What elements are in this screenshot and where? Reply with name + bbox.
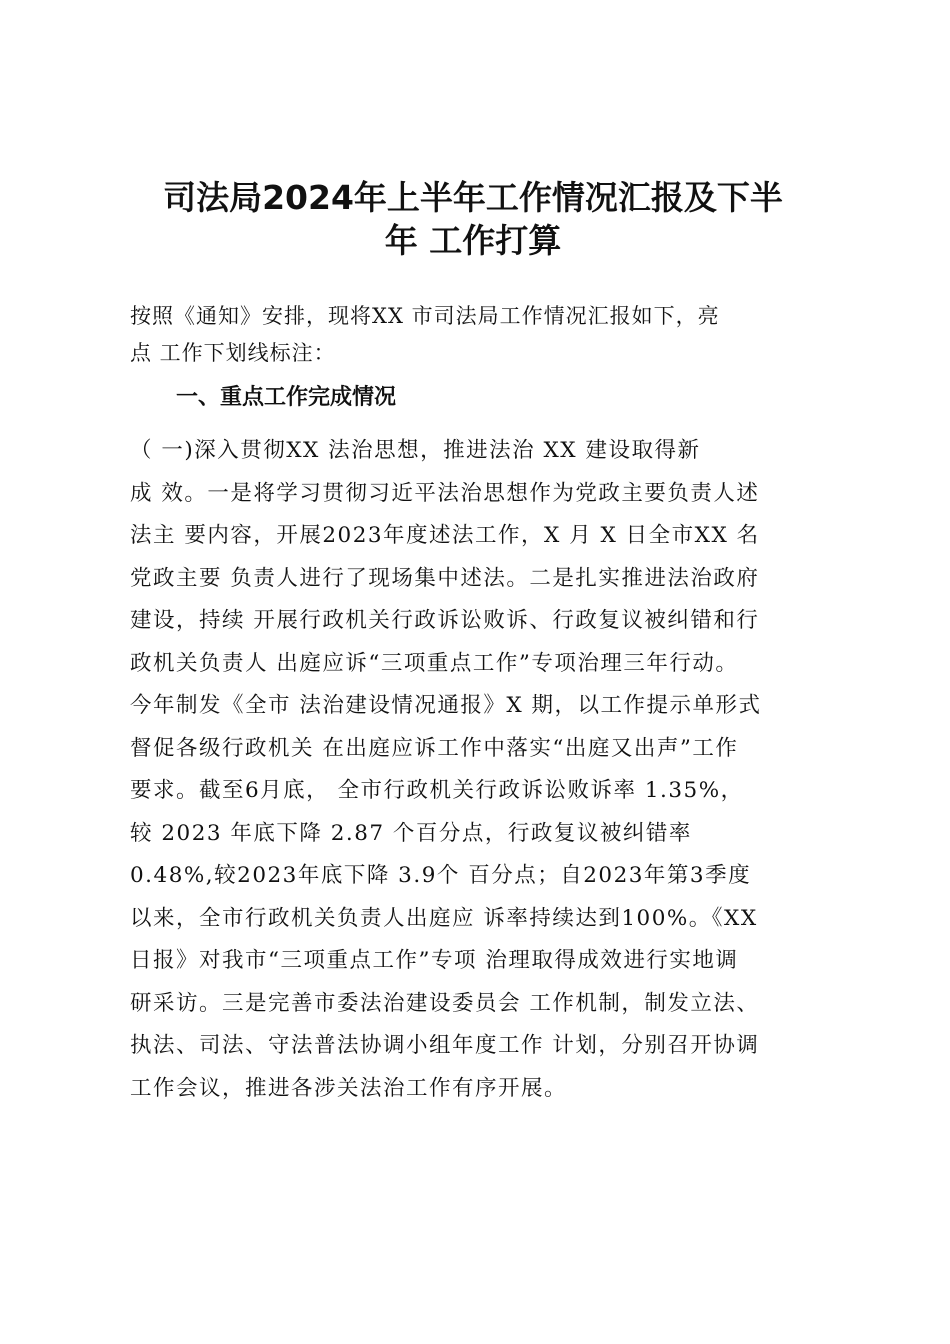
paragraph-line: 研采访。三是完善市委法治建设委员会 工作机制，制发立法、 [130,990,760,1016]
body-paragraph [130,430,840,1110]
paragraph-line: 建设，持续 开展行政机关行政诉讼败诉、行政复议被纠错和行 [130,608,760,633]
paragraph-line: 成 效。一是将学习贯彻习近平法治思想作为党政主要负责人述 [130,480,760,506]
paragraph-line: 党政主要 负责人进行了现场集中述法。二是扎实推进法治政府 [130,565,760,591]
paragraph-line: 以来，全市行政机关负责人出庭应 诉率持续达到100%。《XX [130,905,758,931]
section-heading: 一、重点工作完成情况 [176,385,397,410]
title-line-1: 司法局2024年上半年工作情况汇报及下半 [163,178,783,217]
intro-line: 按照《通知》安排，现将XX 市司法局工作情况汇报如下，亮 [130,304,720,328]
paragraph-line: 督促各级行政机关 在出庭应诉工作中落实“出庭又出声”工作 [130,735,739,761]
paragraph-line: 要求。截至6月底， 全市行政机关行政诉讼败诉率 1.35%， [130,778,744,803]
paragraph-line: （ 一)深入贯彻XX 法治思想，推进法治 XX 建设取得新 [130,438,701,463]
paragraph-line: 法主 要内容，开展2023年度述法工作，X 月 X 日全市XX 名 [130,523,760,548]
title-line-2: 年 工作打算 [384,221,562,260]
paragraph-line: 今年制发《全市 法治建设情况通报》X 期，以工作提示单形式 [130,693,762,718]
paragraph-line: 较 2023 年底下降 2.87 个百分点，行政复议被纠错率 [130,820,692,846]
document-title [128,176,818,262]
intro-line: 点 工作下划线标注： [130,341,336,365]
paragraph-line: 0.48%,较2023年底下降 3.9个 百分点；自2023年第3季度 [130,863,752,888]
paragraph-line: 政机关负责人 出庭应诉“三项重点工作”专项治理三年行动。 [130,650,739,676]
intro-paragraph [130,298,830,372]
paragraph-line: 日报》对我市“三项重点工作”专项 治理取得成效进行实地调 [130,948,739,973]
paragraph-line: 工作会议，推进各涉关法治工作有序开展。 [130,1075,568,1101]
paragraph-line: 执法、司法、守法普法协调小组年度工作 计划，分别召开协调 [130,1033,760,1058]
